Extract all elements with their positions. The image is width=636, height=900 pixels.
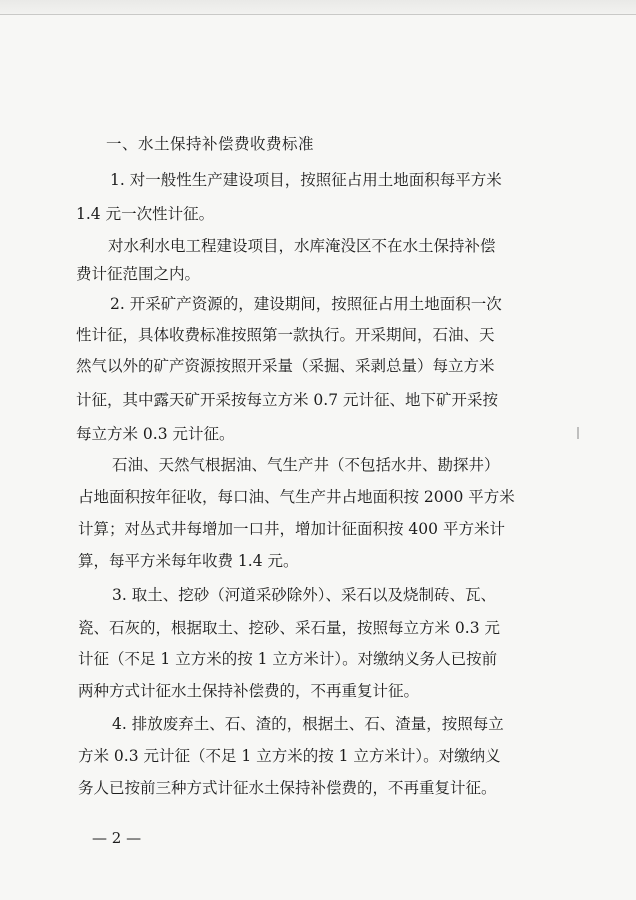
paragraph-line: 对水利水电工程建设项目，水库淹没区不在水土保持补偿 xyxy=(108,237,496,255)
paragraph-line: 计征，其中露天矿开采按每立方米 0.7 元计征、地下矿开采按 xyxy=(76,391,499,409)
scan-mark xyxy=(577,427,579,439)
paragraph-line: 石油、天然气根据油、气生产井（不包括水井、勘探井） xyxy=(112,456,500,474)
page-number: — 2 — xyxy=(92,829,142,847)
paragraph-line: 瓷、石灰的，根据取土、挖砂、采石量，按照每立方米 0.3 元 xyxy=(78,619,501,637)
paragraph-line: 方米 0.3 元计征（不足 1 立方米的按 1 立方米计）。对缴纳义 xyxy=(78,747,501,765)
paragraph-line: 4. 排放废弃土、石、渣的，根据土、石、渣量，按照每立 xyxy=(112,715,504,733)
paragraph-line: 1.4 元一次性计征。 xyxy=(76,205,215,223)
paragraph-line: 每立方米 0.3 元计征。 xyxy=(76,425,235,443)
paragraph-line: 计征（不足 1 立方米的按 1 立方米计）。对缴纳义务人已按前 xyxy=(78,650,498,668)
section-heading: 一、水土保持补偿费收费标准 xyxy=(106,135,315,153)
paragraph-line: 然气以外的矿产资源按照开采量（采掘、采剥总量）每立方米 xyxy=(76,357,495,375)
scan-top-edge xyxy=(0,0,636,15)
paragraph-line: 1. 对一般性生产建设项目，按照征占用土地面积每平方米 xyxy=(110,171,502,189)
paragraph-line: 两种方式计征水土保持补偿费的，不再重复计征。 xyxy=(78,682,420,700)
paragraph-line: 务人已按前三种方式计征水土保持补偿费的，不再重复计征。 xyxy=(78,779,497,797)
paragraph-line: 占地面积按年征收，每口油、气生产井占地面积按 2000 平方米 xyxy=(78,488,515,506)
paragraph-line: 算，每平方米每年收费 1.4 元。 xyxy=(78,552,299,570)
paragraph-line: 性计征，具体收费标准按照第一款执行。开采期间，石油、天 xyxy=(76,326,495,344)
paragraph-line: 费计征范围之内。 xyxy=(76,265,201,283)
paragraph-line: 3. 取土、挖砂（河道采砂除外）、采石以及烧制砖、瓦、 xyxy=(112,586,496,604)
paragraph-line: 计算；对丛式井每增加一口井，增加计征面积按 400 平方米计 xyxy=(78,520,505,538)
paragraph-line: 2. 开采矿产资源的，建设期间，按照征占用土地面积一次 xyxy=(110,295,502,313)
